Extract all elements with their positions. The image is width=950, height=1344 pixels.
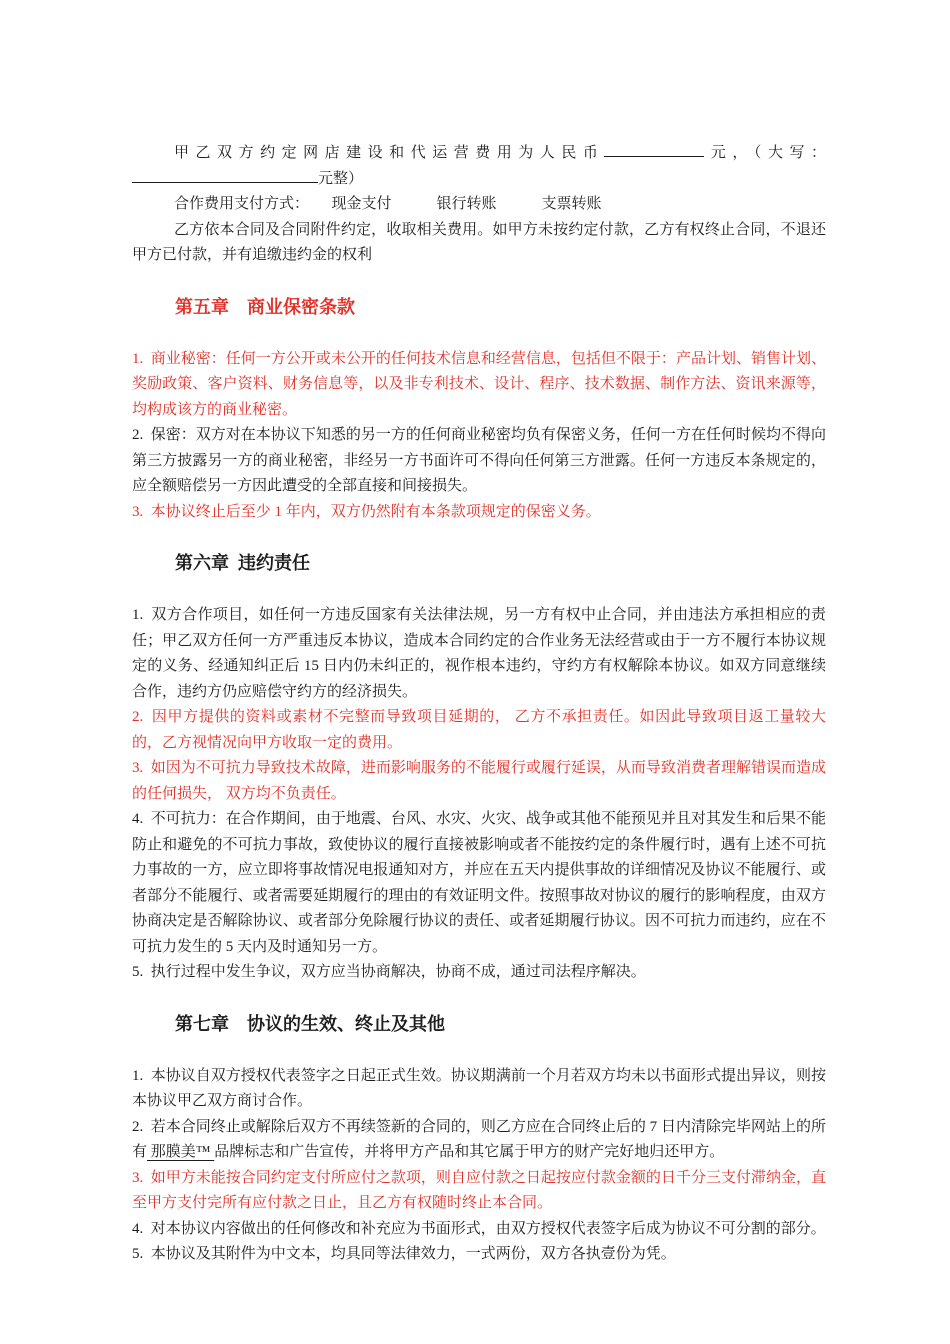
amount-words-blank-field [132, 167, 318, 183]
chapter6-item-3: 3. 如因为不可抗力导致技术故障，进而影响服务的不能履行或履行延误，从而导致消费者理解错误而造成的任何损失， 双方均不负责任。 [132, 760, 826, 802]
fee-amount-prefix: 甲乙双方约定网店建设和代运营费用为人民币 [174, 145, 605, 161]
chapter7-item-3: 3. 如甲方未能按合同约定支付所应付之款项，则自应付款之日起按应付款金额的日千分三支付滞纳金，直至甲方支付完所有应付款之日止，且乙方有权随时终止本合同。 [132, 1169, 826, 1211]
chapter7-item-1: 1. 本协议自双方授权代表签字之日起正式生效。协议期满前一个月若双方均未以书面形式提出异议，则按本协议甲乙双方商讨合作。 [132, 1067, 826, 1109]
chapter5-item-3: 3. 本协议终止后至少 1 年内，双方仍然附有本条款项规定的保密义务。 [132, 503, 601, 520]
brand-name-underlined: 那膜美™ [147, 1144, 215, 1160]
chapter6-item-5: 5. 执行过程中发生争议，双方应当协商解决，协商不成，通过司法程序解决。 [132, 964, 646, 980]
amount-blank-field [604, 141, 704, 157]
fee-amount-mid: 元，（大写： [704, 145, 826, 161]
fee-terms-paragraph: 乙方依本合同及合同附件约定，收取相关费用。如甲方未按约定付款，乙方有权终止合同，不退还甲方已付款，并有追缴违约金的权利 [132, 221, 826, 263]
chapter6-item-1: 1. 双方合作项目，如任何一方违反国家有关法律法规，另一方有权中止合同，并由违法方承担相应的责任；甲乙双方任何一方严重违反本协议，造成本合同约定的合作业务无法经营或由于一方不履行本协议规定的义务、经通知纠正后 15 日内仍未纠正的，视作根本违约，守约方有权解除本协议。如双方同意继续合作，违约方仍应赔偿守约方的经济损失。 [132, 607, 826, 700]
chapter-6-heading: 第六章 违约责任 [175, 553, 310, 573]
chapter-5-heading: 第五章 商业保密条款 [175, 296, 355, 317]
chapter7-item-2 [132, 1115, 826, 1166]
chapter7-item-4: 4. 对本协议内容做出的任何修改和补充应为书面形式，由双方授权代表签字后成为协议不可分割的部分。 [132, 1220, 826, 1237]
chapter7-item-2-prefix: 2. 若本合同终止或解除后双方不再续签新的合同的，则乙方应在合同终止后的 7 日内清除完毕网站上的所有 [132, 1118, 826, 1160]
chapter7-item-5: 5. 本协议及其附件为中文本，均具同等法律效力，一式两份，双方各执壹份为凭。 [132, 1246, 676, 1262]
chapter5-item-1: 1. 商业秘密：任何一方公开或未公开的任何技术信息和经营信息，包括但不限于：产品计划、销售计划、奖励政策、客户资料、财务信息等，以及非专利技术、设计、程序、技术数据、制作方法、资讯来源等，均构成该方的商业秘密。 [132, 350, 826, 418]
fee-amount-suffix: 元整） [318, 170, 364, 187]
chapter7-item-2-suffix: 品牌标志和广告宣传，并将甲方产品和其它属于甲方的财产完好地归还甲方。 [214, 1144, 725, 1160]
chapter-7-heading: 第七章 协议的生效、终止及其他 [175, 1013, 445, 1034]
chapter6-item-2: 2. 因甲方提供的资料或素材不完整而导致项目延期的， 乙方不承担责任。如因此导致项目返工量较大的，乙方视情况向甲方收取一定的费用。 [132, 709, 826, 751]
payment-method-line: 合作费用支付方式： 现金支付 银行转账 支票转账 [174, 196, 602, 212]
chapter6-item-4: 4. 不可抗力：在合作期间，由于地震、台风、水灾、火灾、战争或其他不能预见并且对其发生和后果不能防止和避免的不可抗力事故，致使协议的履行直接被影响或者不能按约定的条件履行时，遇有上述不可抗力事故的一方，应立即将事故情况电报通知对方，并应在五天内提供事故的详细情况及协议不能履行、或者部分不能履行、或者需要延期履行的理由的有效证明文件。按照事故对协议的履行的影响程度，由双方协商决定是否解除协议、或者部分免除履行协议的责任、或者延期履行协议。因不可抗力而违约，应在不可抗力发生的 5 天内及时通知另一方。 [132, 811, 826, 955]
fee-amount-line [132, 141, 826, 192]
chapter5-item-2: 2. 保密：双方对在本协议下知悉的另一方的任何商业秘密均负有保密义务，任何一方在任何时候均不得向第三方披露另一方的商业秘密，非经另一方书面许可不得向任何第三方泄露。任何一方违反本条规定的，应全额赔偿另一方因此遭受的全部直接和间接损失。 [132, 427, 826, 494]
